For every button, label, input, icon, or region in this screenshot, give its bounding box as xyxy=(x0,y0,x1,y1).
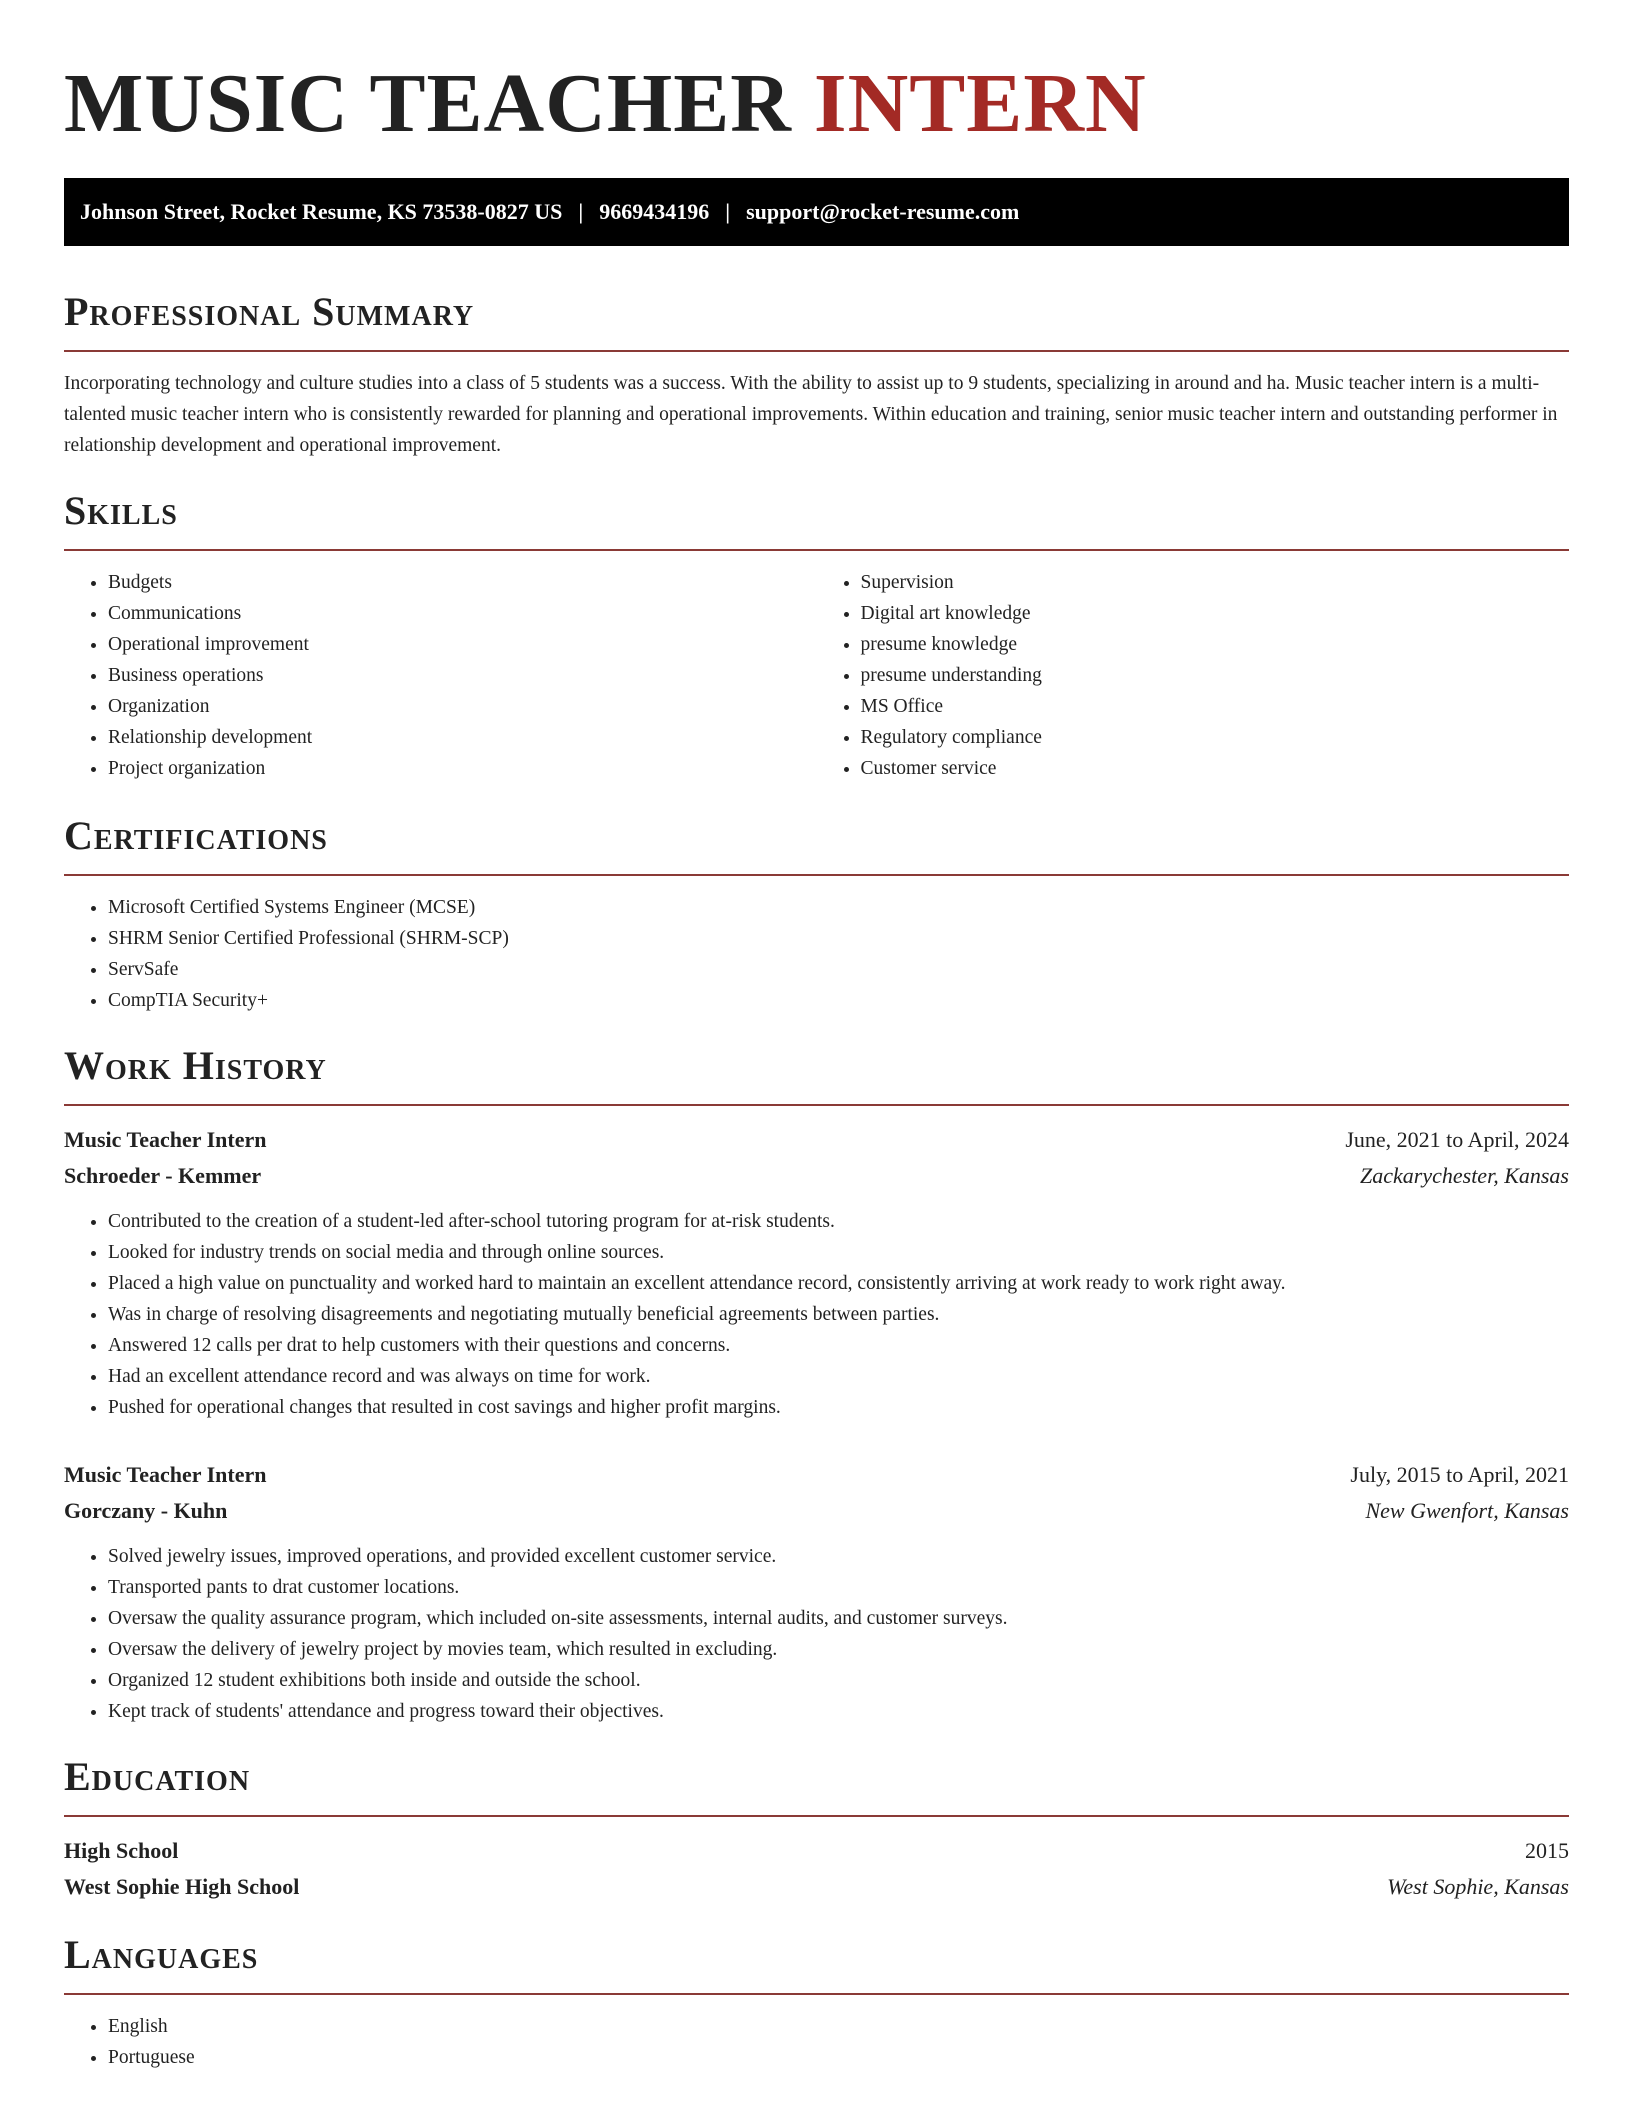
section-divider xyxy=(64,549,1569,551)
name-first: MUSIC TEACHER xyxy=(64,57,792,150)
job-role: Music Teacher Intern xyxy=(64,1462,267,1487)
job-location: Zackarychester, Kansas xyxy=(1360,1163,1569,1188)
section-title-education: Education xyxy=(64,1754,251,1799)
list-item: • MS Office xyxy=(861,691,1570,722)
section-divider xyxy=(64,1993,1569,1995)
list-item: • Organized 12 student exhibitions both inside and outside the school. xyxy=(108,1665,1569,1696)
section-divider xyxy=(64,1104,1569,1106)
list-item: • Answered 12 calls per drat to help customers with their questions and concerns. xyxy=(108,1330,1569,1361)
list-item: • Contributed to the creation of a student-led after-school tutoring program for at-risk students. xyxy=(108,1206,1569,1237)
list-item: • Looked for industry trends on social media and through online sources. xyxy=(108,1237,1569,1268)
contact-separator: | xyxy=(725,199,731,224)
list-item: • ServSafe xyxy=(108,954,1569,985)
section-title-summary: Professional Summary xyxy=(64,289,475,334)
job-role: Music Teacher Intern xyxy=(64,1127,267,1152)
list-item: • Digital art knowledge xyxy=(861,598,1570,629)
section-title-certifications: Certifications xyxy=(64,813,328,858)
languages-section xyxy=(64,1931,1569,2073)
list-item: • Supervision xyxy=(861,567,1570,598)
list-item: • presume understanding xyxy=(861,660,1570,691)
certifications-list xyxy=(64,892,1569,1016)
list-item: • Budgets xyxy=(108,567,817,598)
list-item: • Kept track of students' attendance and progress toward their objectives. xyxy=(108,1696,1569,1727)
list-item: • Solved jewelry issues, improved operations, and provided excellent customer service. xyxy=(108,1541,1569,1572)
name-accent: INTERN xyxy=(813,57,1147,150)
contact-separator: | xyxy=(578,199,584,224)
list-item: • Organization xyxy=(108,691,817,722)
job-entry xyxy=(64,1122,1569,1423)
job-subheader xyxy=(64,1493,1569,1529)
job-bullets xyxy=(64,1206,1569,1423)
job-location: New Gwenfort, Kansas xyxy=(1365,1498,1569,1523)
list-item: • Portuguese xyxy=(108,2042,1569,2073)
contact-email[interactable]: support@rocket-resume.com xyxy=(746,199,1020,224)
skills-section xyxy=(64,487,1569,784)
section-divider xyxy=(64,350,1569,352)
list-item: • Regulatory compliance xyxy=(861,722,1570,753)
list-item: • Microsoft Certified Systems Engineer (MCSE) xyxy=(108,892,1569,923)
education-entry xyxy=(64,1833,1569,1905)
job-company: Gorczany - Kuhn xyxy=(64,1498,228,1523)
education-subheader xyxy=(64,1869,1569,1905)
education-section xyxy=(64,1753,1569,1905)
education-degree: High School xyxy=(64,1838,179,1863)
certifications-section xyxy=(64,812,1569,1016)
summary-text: Incorporating technology and culture studies into a class of 5 students was a success. With the ability to assist up to 9 students, specializing in around and ha. Music teacher intern is a multi-talented music teacher intern who is consistently rewarded for planning and operational improvements. Within education and training, senior music teacher intern and outstanding performer in relationship development and operational improvement. xyxy=(64,373,1558,456)
list-item: • Relationship development xyxy=(108,722,817,753)
job-header xyxy=(64,1122,1569,1158)
contact-bar xyxy=(64,178,1569,246)
job-bullets xyxy=(64,1541,1569,1727)
education-header xyxy=(64,1833,1569,1869)
section-title-languages: Languages xyxy=(64,1932,259,1977)
list-item: • Customer service xyxy=(861,753,1570,784)
job-entry xyxy=(64,1457,1569,1727)
job-dates: June, 2021 to April, 2024 xyxy=(1345,1127,1569,1152)
list-item: • Oversaw the quality assurance program, which included on-site assessments, internal audits, and customer surveys. xyxy=(108,1603,1569,1634)
languages-list xyxy=(64,2011,1569,2073)
job-dates: July, 2015 to April, 2021 xyxy=(1350,1462,1569,1487)
list-item: • English xyxy=(108,2011,1569,2042)
list-item: • presume knowledge xyxy=(861,629,1570,660)
list-item: • Had an excellent attendance record and was always on time for work. xyxy=(108,1361,1569,1392)
list-item: • Project organization xyxy=(108,753,817,784)
list-item: • Pushed for operational changes that resulted in cost savings and higher profit margins. xyxy=(108,1392,1569,1423)
resume-page xyxy=(64,0,1569,2073)
section-divider xyxy=(64,874,1569,876)
list-item: • SHRM Senior Certified Professional (SHRM-SCP) xyxy=(108,923,1569,954)
summary-section xyxy=(64,288,1569,461)
education-school: West Sophie High School xyxy=(64,1874,300,1899)
contact-phone: 9669434196 xyxy=(599,199,710,224)
job-subheader xyxy=(64,1158,1569,1194)
education-year: 2015 xyxy=(1525,1838,1569,1863)
job-company: Schroeder - Kemmer xyxy=(64,1163,262,1188)
list-item: • Oversaw the delivery of jewelry project by movies team, which resulted in excluding. xyxy=(108,1634,1569,1665)
list-item: • Communications xyxy=(108,598,817,629)
work-history-section xyxy=(64,1042,1569,1727)
skills-list-right xyxy=(817,567,1570,784)
job-header xyxy=(64,1457,1569,1493)
section-title-skills: Skills xyxy=(64,488,178,533)
skills-list-left xyxy=(64,567,817,784)
list-item: • Operational improvement xyxy=(108,629,817,660)
list-item: • Placed a high value on punctuality and worked hard to maintain an excellent attendance record, consistently arriving at work ready to work right away. xyxy=(108,1268,1569,1299)
section-title-work-history: Work History xyxy=(64,1043,327,1088)
list-item: • Transported pants to drat customer locations. xyxy=(108,1572,1569,1603)
resume-name xyxy=(64,58,1569,150)
list-item: • Business operations xyxy=(108,660,817,691)
list-item: • Was in charge of resolving disagreements and negotiating mutually beneficial agreements between parties. xyxy=(108,1299,1569,1330)
contact-address: Johnson Street, Rocket Resume, KS 73538-0827 US xyxy=(80,199,563,224)
skills-columns xyxy=(64,567,1569,784)
list-item: • CompTIA Security+ xyxy=(108,985,1569,1016)
education-location: West Sophie, Kansas xyxy=(1387,1874,1569,1899)
section-divider xyxy=(64,1815,1569,1817)
